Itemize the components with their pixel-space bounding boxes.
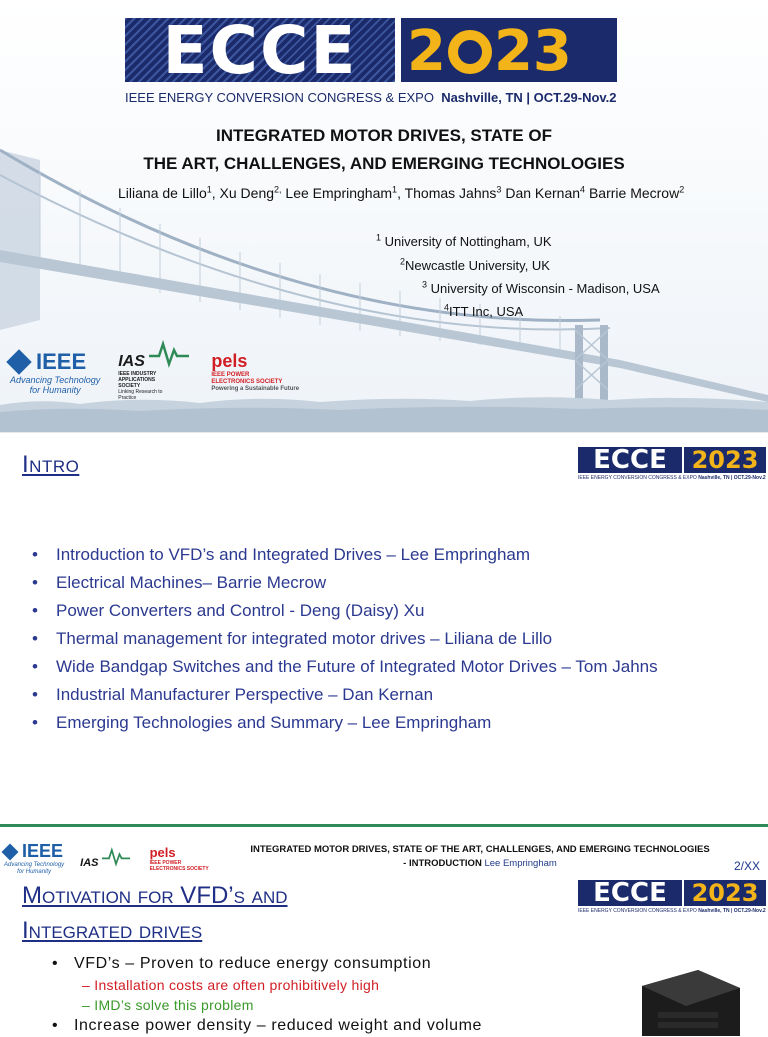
author-affil: 2, (274, 184, 282, 195)
ecce-congress-name: IEEE ENERGY CONVERSION CONGRESS & EXPO (578, 475, 697, 481)
list-item: • Introduction to VFD’s and Integrated Drives – Lee Empringham (32, 541, 658, 569)
ecce-wordmark: ECCE (578, 447, 682, 473)
ecce-tagline (578, 908, 766, 914)
affil-number: 3 (422, 279, 428, 290)
slide-title-line-2: Integrated drives (22, 917, 203, 944)
slide-title-line-1: Motivation for VFD’s and (22, 882, 288, 909)
slide-title (22, 878, 288, 948)
ias-tagline: Linking Research to Practice (118, 389, 163, 401)
ieee-diamond-icon (6, 349, 31, 374)
affil-number: 1 (376, 232, 382, 243)
header-section: - INTRODUCTION (403, 858, 482, 869)
affiliation-4 (444, 304, 523, 319)
pels-tagline: Powering a Sustainable Future (211, 385, 300, 392)
guitar-zero-icon (448, 30, 492, 74)
author-sep: , (397, 185, 405, 201)
affiliation-2 (400, 258, 550, 273)
ieee-tagline-2: for Humanity (29, 384, 81, 395)
integrated-drive-photo (628, 966, 746, 1036)
year-left: 2 (407, 19, 446, 84)
affiliation-3 (422, 281, 660, 296)
affiliation-1 (376, 234, 552, 249)
author-affil: 1 (206, 184, 212, 195)
header-title-line: INTEGRATED MOTOR DRIVES, STATE OF THE ART, CHALLENGES, AND EMERGING TECHNOLOGIES (250, 844, 710, 855)
title-line-2: THE ART, CHALLENGES, AND EMERGING TECHNOLOGIES (143, 154, 625, 173)
ieee-wordmark: IEEE (22, 841, 64, 861)
affil-text: ITT Inc, USA (449, 304, 524, 319)
ecce-wordmark: ECCE (578, 880, 682, 906)
pels-logo (211, 351, 299, 393)
ecce-2023-logo-small (578, 880, 766, 914)
pels-sub-1: IEEE POWER (211, 371, 250, 378)
year-right: 23 (493, 19, 572, 84)
pels-sub-1: IEEE POWER (149, 860, 182, 866)
intro-slide (0, 432, 768, 816)
ias-society-name: IEEE INDUSTRY APPLICATIONS SOCIETY (118, 371, 157, 389)
ias-logo (118, 342, 189, 401)
affil-number: 2 (400, 256, 406, 267)
ias-wave-icon (149, 342, 189, 366)
author-name: Xu Deng (219, 185, 275, 201)
ieee-logo (4, 841, 64, 876)
list-item: • Thermal management for integrated motor drives – Liliana de Lillo (32, 625, 658, 653)
ecce-year: 2023 (684, 880, 766, 906)
ecce-tagline (125, 90, 617, 105)
page-number: 2/XX (733, 859, 760, 873)
list-item: • VFD’s – Proven to reduce energy consumption (52, 953, 482, 975)
header-author: Lee Empringham (484, 858, 557, 869)
ecce-wordmark: ECCE (125, 18, 395, 82)
author-affil: 1 (392, 184, 398, 195)
pels-wordmark: pels (149, 845, 176, 860)
pels-sub-2: ELECTRONICS SOCIETY (211, 378, 283, 385)
list-item: • Power Converters and Control - Deng (Daisy) Xu (32, 597, 658, 625)
affil-text: University of Nottingham, UK (381, 234, 552, 249)
motivation-list (52, 953, 482, 1037)
author-affil: 2 (679, 184, 685, 195)
list-item: – IMD’s solve this problem (82, 995, 482, 1015)
author-name: Thomas Jahns (404, 185, 497, 201)
ecce-congress-name: IEEE ENERGY CONVERSION CONGRESS & EXPO (578, 908, 697, 914)
affil-text: University of Wisconsin - Madison, USA (430, 281, 660, 296)
list-item: • Industrial Manufacturer Perspective – Dan Kernan (32, 681, 658, 709)
ias-wordmark: IAS (118, 353, 145, 370)
ecce-year (401, 18, 617, 82)
author-affil: 3 (496, 184, 502, 195)
author-name: Dan Kernan (505, 185, 581, 201)
ecce-year: 2023 (684, 447, 766, 473)
ieee-tagline-2: for Humanity (17, 869, 52, 875)
ecce-2023-logo (125, 12, 617, 89)
list-item: • Emerging Technologies and Summary – Lee Empringham (32, 709, 658, 737)
ieee-tagline-1: Advancing Technology (4, 862, 65, 868)
motivation-slide (0, 816, 768, 1034)
list-item: • Increase power density – reduced weight and volume (52, 1015, 482, 1037)
ecce-tagline (578, 475, 766, 481)
pels-logo (150, 845, 209, 872)
sponsor-logos (10, 342, 299, 401)
affil-number: 4 (444, 302, 450, 313)
author-list (118, 185, 684, 201)
list-item: • Wide Bandgap Switches and the Future of Integrated Motor Drives – Tom Jahns (32, 653, 658, 681)
ieee-logo (10, 349, 100, 395)
ias-wave-icon (102, 848, 130, 866)
sponsor-logos (4, 841, 209, 876)
author-name: Lee Empringham (285, 185, 393, 201)
ieee-diamond-icon (2, 843, 19, 860)
slide-title: Intro (22, 451, 80, 478)
ieee-tagline-1: Advancing Technology (10, 374, 101, 385)
author-name: Liliana de Lillo (118, 185, 207, 201)
title-slide (0, 0, 768, 432)
agenda-list (32, 541, 658, 737)
presentation-title (0, 122, 768, 178)
affil-text: Newcastle University, UK (405, 258, 550, 273)
pels-sub-2: ELECTRONICS SOCIETY (149, 866, 209, 872)
list-item: – Installation costs are often prohibitively high (82, 975, 482, 995)
header-title (220, 843, 740, 871)
ias-logo (80, 848, 129, 869)
title-line-1: INTEGRATED MOTOR DRIVES, STATE OF (216, 126, 552, 145)
author-name: Barrie Mecrow (588, 185, 680, 201)
author-sep: , (211, 185, 220, 201)
ieee-wordmark: IEEE (36, 348, 87, 374)
pels-wordmark: pels (211, 350, 248, 371)
ias-wordmark: IAS (80, 857, 99, 869)
list-item: • Electrical Machines– Barrie Mecrow (32, 569, 658, 597)
ecce-congress-name: IEEE ENERGY CONVERSION CONGRESS & EXPO (125, 90, 434, 105)
ecce-location: Nashville, TN | OCT.29-Nov.2 (441, 90, 617, 105)
author-affil: 4 (580, 184, 586, 195)
ecce-location: Nashville, TN | OCT.29-Nov.2 (698, 475, 766, 481)
ecce-location: Nashville, TN | OCT.29-Nov.2 (698, 908, 766, 914)
ecce-2023-logo-small (578, 447, 766, 481)
slide-header (0, 824, 768, 876)
